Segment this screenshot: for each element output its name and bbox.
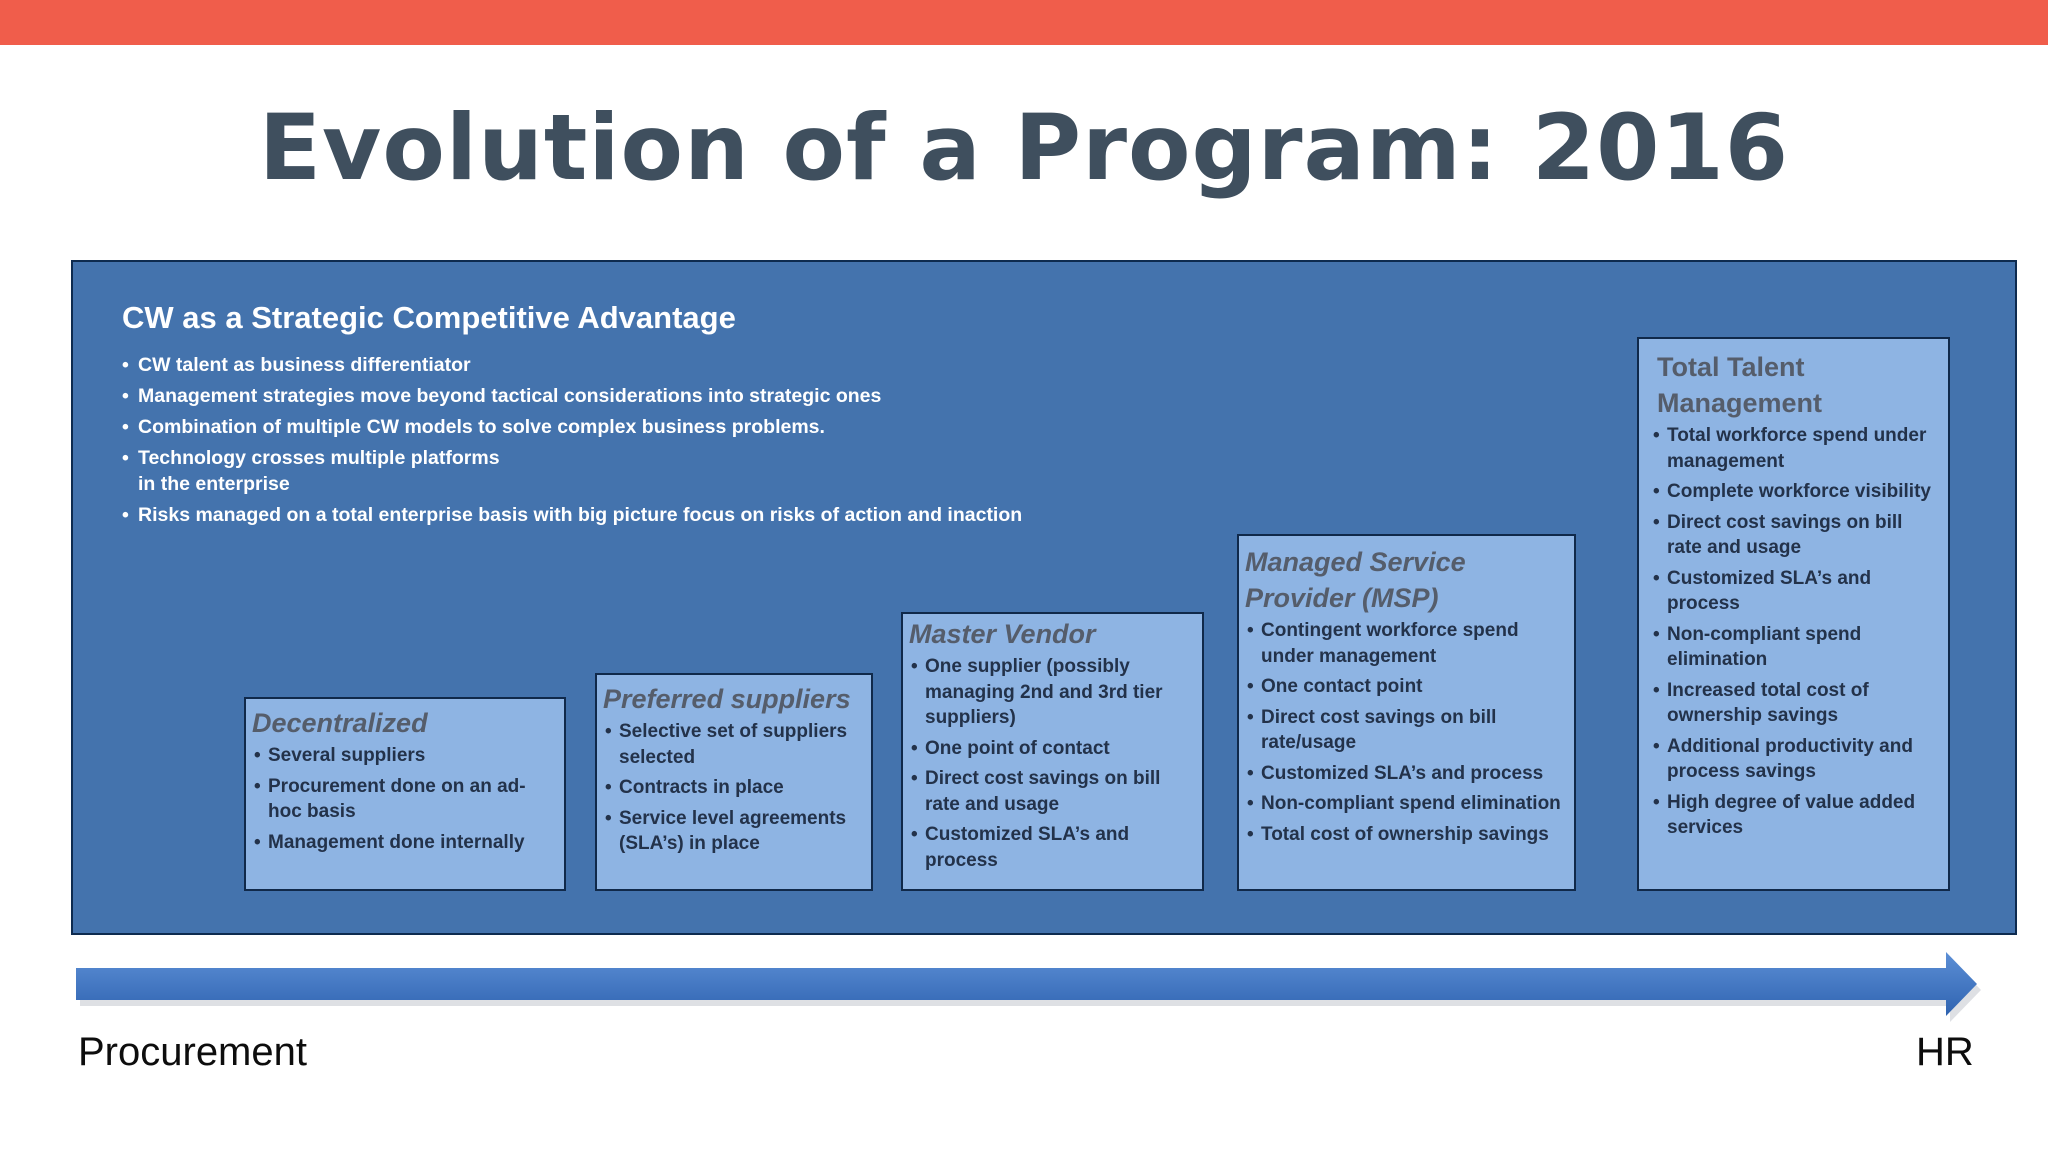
top-accent-bar bbox=[0, 0, 2048, 45]
stage-item: • Management done internally bbox=[252, 830, 564, 856]
stage-preferred-suppliers bbox=[595, 673, 873, 891]
stage-title: Master Vendor bbox=[909, 619, 1096, 649]
stage-item: • Procurement done on an ad-hoc basis bbox=[252, 774, 564, 825]
stage-items bbox=[1651, 423, 1948, 841]
panel-bullet: • Combination of multiple CW models to solve complex business problems. bbox=[122, 414, 1122, 440]
stage-decentralized bbox=[244, 697, 566, 891]
stage-item: • One supplier (possibly managing 2nd and 3rd tier suppliers) bbox=[909, 654, 1202, 731]
panel-bullet: • Risks managed on a total enterprise basis with big picture focus on risks of action and inaction bbox=[122, 502, 1122, 528]
stage-items bbox=[252, 743, 564, 855]
stage-title: Managed Service Provider (MSP) bbox=[1245, 547, 1466, 613]
stage-msp bbox=[1237, 534, 1576, 891]
stage-item: • Customized SLA’s and process bbox=[909, 822, 1202, 873]
procurement-to-hr-arrow bbox=[76, 950, 1981, 1022]
stage-item: • Selective set of suppliers selected bbox=[603, 719, 871, 770]
stage-item: • Direct cost savings on bill rate/usage bbox=[1245, 705, 1574, 756]
stage-item: • One point of contact bbox=[909, 736, 1202, 762]
axis-label-hr: HR bbox=[1916, 1030, 1974, 1074]
stage-total-talent-management bbox=[1637, 337, 1950, 891]
stage-items bbox=[909, 654, 1202, 873]
slide-title: Evolution of a Program: 2016 bbox=[258, 96, 1790, 201]
stage-item: • Contingent workforce spend under management bbox=[1245, 618, 1574, 669]
stage-item: • Non-compliant spend elimination bbox=[1245, 791, 1574, 817]
stage-item: • One contact point bbox=[1245, 674, 1574, 700]
stage-item: • Direct cost savings on bill rate and usage bbox=[1651, 510, 1948, 561]
stage-item: • Customized SLA’s and process bbox=[1245, 761, 1574, 787]
stage-item: • Several suppliers bbox=[252, 743, 564, 769]
stage-items bbox=[603, 719, 871, 857]
stage-items bbox=[1245, 618, 1574, 847]
panel-bullet: • CW talent as business differentiator bbox=[122, 352, 1122, 378]
stage-item: • Contracts in place bbox=[603, 775, 871, 801]
stage-title: Total Talent Management bbox=[1657, 352, 1823, 418]
stage-item: • Total workforce spend under management bbox=[1651, 423, 1948, 474]
stage-item: • Total cost of ownership savings bbox=[1245, 822, 1574, 848]
stage-title: Decentralized bbox=[252, 708, 428, 738]
panel-bullet: • Management strategies move beyond tactical considerations into strategic ones bbox=[122, 383, 1122, 409]
axis-label-procurement: Procurement bbox=[78, 1030, 307, 1074]
stage-item: • Direct cost savings on bill rate and usage bbox=[909, 766, 1202, 817]
panel-bullet-list bbox=[122, 352, 1122, 533]
stage-item: • Non-compliant spend elimination bbox=[1651, 622, 1948, 673]
panel-bullet: • Technology crosses multiple platforms in the enterprise bbox=[122, 445, 502, 497]
stage-item: • Additional productivity and process savings bbox=[1651, 734, 1948, 785]
stage-master-vendor bbox=[901, 612, 1204, 891]
stage-item: • High degree of value added services bbox=[1651, 790, 1948, 841]
stage-item: • Customized SLA’s and process bbox=[1651, 566, 1948, 617]
stage-title: Preferred suppliers bbox=[603, 684, 851, 714]
stage-item: • Increased total cost of ownership savings bbox=[1651, 678, 1948, 729]
panel-heading: CW as a Strategic Competitive Advantage bbox=[122, 300, 736, 335]
stage-item: • Complete workforce visibility bbox=[1651, 479, 1948, 505]
stage-item: • Service level agreements (SLA’s) in place bbox=[603, 806, 871, 857]
